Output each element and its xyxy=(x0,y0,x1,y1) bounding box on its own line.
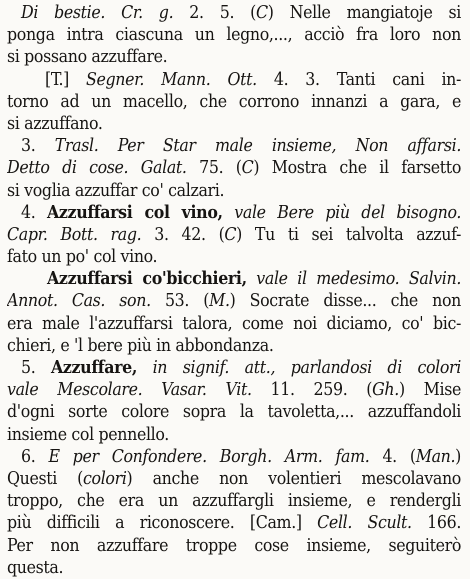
text-run: Capr. Bott. rag. xyxy=(7,224,142,245)
text-run: 53. ( xyxy=(150,291,210,312)
text-line xyxy=(7,69,461,91)
text-run: ) Tu ti sei talvolta azzuf- xyxy=(236,224,461,245)
text-line xyxy=(7,468,461,490)
text-line xyxy=(7,268,461,290)
text-line xyxy=(7,91,461,113)
text-run: Detto di cose. Galat. xyxy=(7,158,187,179)
text-line xyxy=(7,357,461,379)
text-run: M. xyxy=(209,291,230,312)
text-run: C xyxy=(224,224,237,245)
text-line xyxy=(7,424,461,446)
text-line xyxy=(7,535,461,557)
text-run: si voglia azzuffar co' calzari. xyxy=(7,180,225,201)
text-run: 4. xyxy=(21,202,47,223)
text-run: si azzuffano. xyxy=(7,113,103,134)
text-line xyxy=(7,490,461,512)
text-run: 75. ( xyxy=(186,158,242,179)
text-run: ) Socrate disse... che non xyxy=(229,291,461,312)
text-run: troppo, che era un azzuffargli insieme, e rendergli xyxy=(7,491,461,512)
text-run: ) Nelle mangiatoje si xyxy=(267,3,461,23)
text-run: era male l'azzuffarsi talora, come noi diciamo, co' bic- xyxy=(7,313,461,334)
text-run: Gh. xyxy=(372,380,399,401)
text-run: Azzuffare, xyxy=(50,357,138,378)
text-line xyxy=(7,512,461,534)
text-run: E per Confondere. Borgh. Arm. fam. xyxy=(48,446,370,467)
text-run: fato un po' col vino. xyxy=(7,247,158,268)
text-run: 4. ( xyxy=(369,446,416,467)
text-run: 4. 3. Tanti cani in- xyxy=(256,69,461,90)
text-line xyxy=(7,2,461,24)
text-run: Cell. Scult. xyxy=(317,513,412,534)
text-run: Per non azzuffare troppe cose insieme, seguiterò xyxy=(7,535,461,556)
text-run: 11. 259. ( xyxy=(251,380,373,401)
text-run: vale il medesimo. Salvin. xyxy=(246,269,461,290)
text-run: ponga intra ciascuna un legno,..., acciò fra loro non xyxy=(7,25,461,46)
text-run: ) anche non volentieri mescolavano xyxy=(126,468,461,489)
text-run: in signif. att., parlandosi di colori xyxy=(137,358,461,378)
text-line xyxy=(7,401,461,423)
text-run: [T.] xyxy=(45,69,86,90)
text-run: chieri, e 'l bere più in abbondanza. xyxy=(7,335,274,356)
text-run: più difficili a riconoscere. [Cam.] xyxy=(7,513,318,534)
text-run: Azzuffarsi col vino, xyxy=(46,201,223,223)
text-run: 2. 5. ( xyxy=(173,3,256,23)
text-run: si possano azzuffare. xyxy=(7,47,168,68)
text-line xyxy=(7,113,461,135)
text-run: vale Mescolare. Vasar. Vit. xyxy=(7,380,252,401)
text-run: ) xyxy=(455,446,461,467)
text-run: Annot. Cas. son. xyxy=(7,291,151,312)
text-line xyxy=(7,135,461,157)
text-line xyxy=(7,46,461,68)
text-line xyxy=(7,290,461,312)
text-run: Azzuffarsi co'bicchieri, xyxy=(47,268,247,290)
text-run: vale Bere più del bisogno. xyxy=(222,202,461,223)
text-line xyxy=(7,557,461,579)
text-run: C xyxy=(241,158,254,179)
text-run: Segner. Mann. Ott. xyxy=(86,69,257,90)
text-run: ) Mise xyxy=(398,380,461,401)
text-run: C xyxy=(255,3,268,23)
text-run: Trasl. Per Star male insieme, Non affarsi. xyxy=(54,136,461,157)
text-run: Questi ( xyxy=(7,468,84,489)
text-run: Man. xyxy=(415,446,456,467)
text-run: 3. xyxy=(21,136,55,157)
text-run: questa. xyxy=(7,557,64,578)
text-line xyxy=(7,446,461,468)
text-line xyxy=(7,313,461,335)
text-run: ) Mostra che il farsetto xyxy=(253,158,461,179)
text-run: 6. xyxy=(21,446,49,467)
text-line xyxy=(7,202,461,224)
text-run: 5. xyxy=(21,358,51,378)
text-line xyxy=(7,379,461,401)
text-line xyxy=(7,224,461,246)
text-run: colori xyxy=(83,468,127,489)
text-line xyxy=(7,180,461,202)
text-run: Di bestie. Cr. g. xyxy=(21,3,174,23)
text-run: d'ogni sorte colore sopra la tavoletta,... azzuffandoli xyxy=(7,402,461,423)
text-run: torno ad un macello, che corrono innanzi a gara, e xyxy=(7,91,461,112)
text-run: 166. xyxy=(411,513,461,534)
text-line xyxy=(7,157,461,179)
text-run: insieme col pennello. xyxy=(7,424,169,445)
text-line xyxy=(7,24,461,46)
text-line xyxy=(7,246,461,268)
text-line xyxy=(7,335,461,357)
text-run: 3. 42. ( xyxy=(141,224,225,245)
